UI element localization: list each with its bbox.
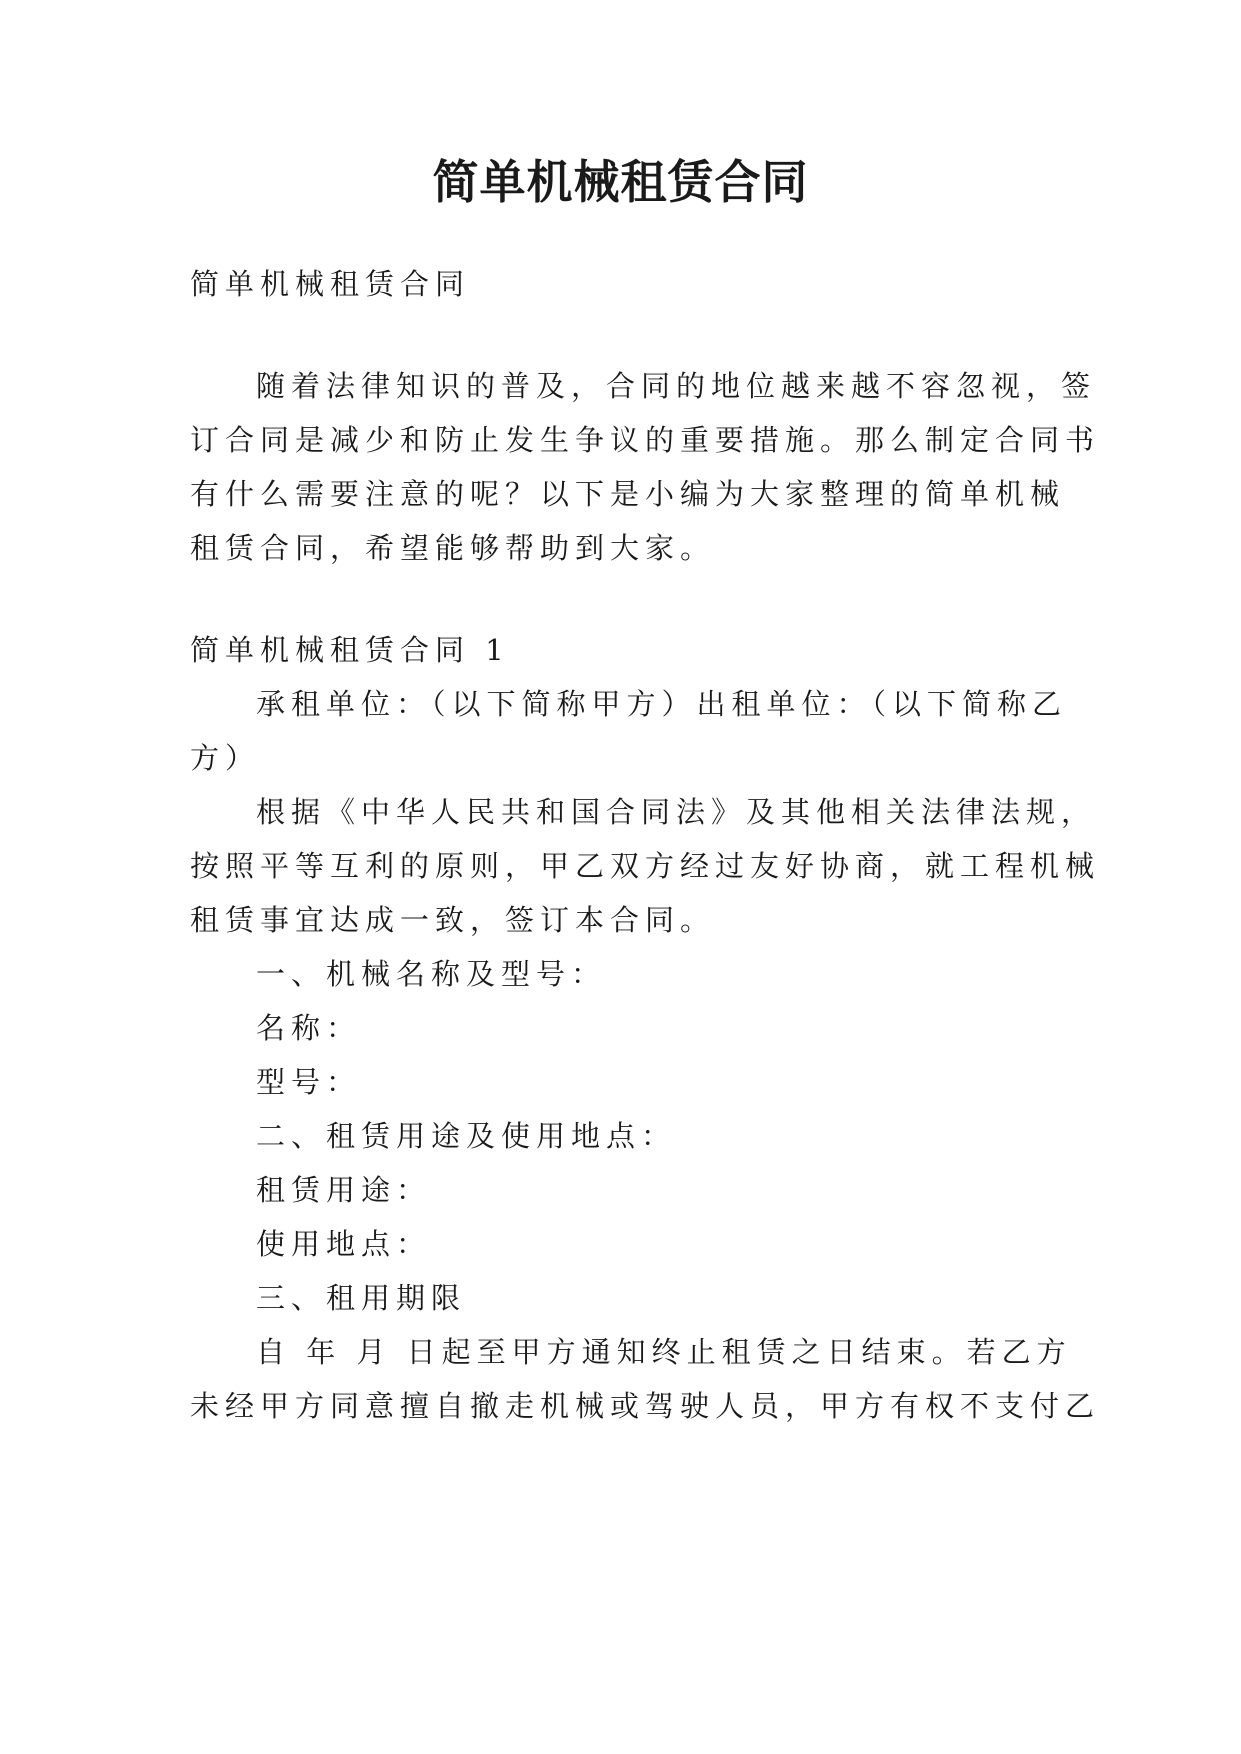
clause1-name-field: 名称：: [256, 1011, 362, 1045]
document-title: 简单机械租赁合同: [432, 155, 809, 209]
clause3-text-line: 自 年 月 日起至甲方通知终止租赁之日结束。若乙方: [256, 1335, 1072, 1369]
clause2-heading: 二、租赁用途及使用地点：: [256, 1119, 677, 1153]
parties-line: 方）: [190, 741, 261, 775]
intro-line: 有什么需要注意的呢？以下是小编为大家整理的简单机械: [190, 477, 1066, 511]
parties-line: 承租单位：（以下简称甲方）出租单位：（以下简称乙: [256, 687, 1068, 721]
intro-line: 租赁合同，希望能够帮助到大家。: [190, 531, 716, 565]
basis-line: 按照平等互利的原则，甲乙双方经过友好协商，就工程机械: [190, 849, 1101, 883]
clause2-purpose-field: 租赁用途：: [256, 1173, 432, 1207]
clause3-text-line: 未经甲方同意擅自撤走机械或驾驶人员，甲方有权不支付乙: [190, 1389, 1101, 1423]
clause1-model-field: 型号：: [256, 1065, 362, 1099]
intro-line: 订合同是减少和防止发生争议的重要措施。那么制定合同书: [190, 423, 1101, 457]
basis-line: 租赁事宜达成一致，签订本合同。: [190, 903, 716, 937]
section-heading: 简单机械租赁合同 1: [190, 633, 510, 667]
intro-line: 随着法律知识的普及，合同的地位越来越不容忽视，签: [256, 369, 1097, 403]
basis-line: 根据《中华人民共和国合同法》及其他相关法律法规，: [256, 795, 1097, 829]
document-subtitle: 简单机械租赁合同: [190, 267, 471, 301]
clause1-heading: 一、机械名称及型号：: [256, 957, 607, 991]
clause3-heading: 三、租用期限: [256, 1281, 467, 1315]
clause2-location-field: 使用地点：: [256, 1227, 432, 1261]
